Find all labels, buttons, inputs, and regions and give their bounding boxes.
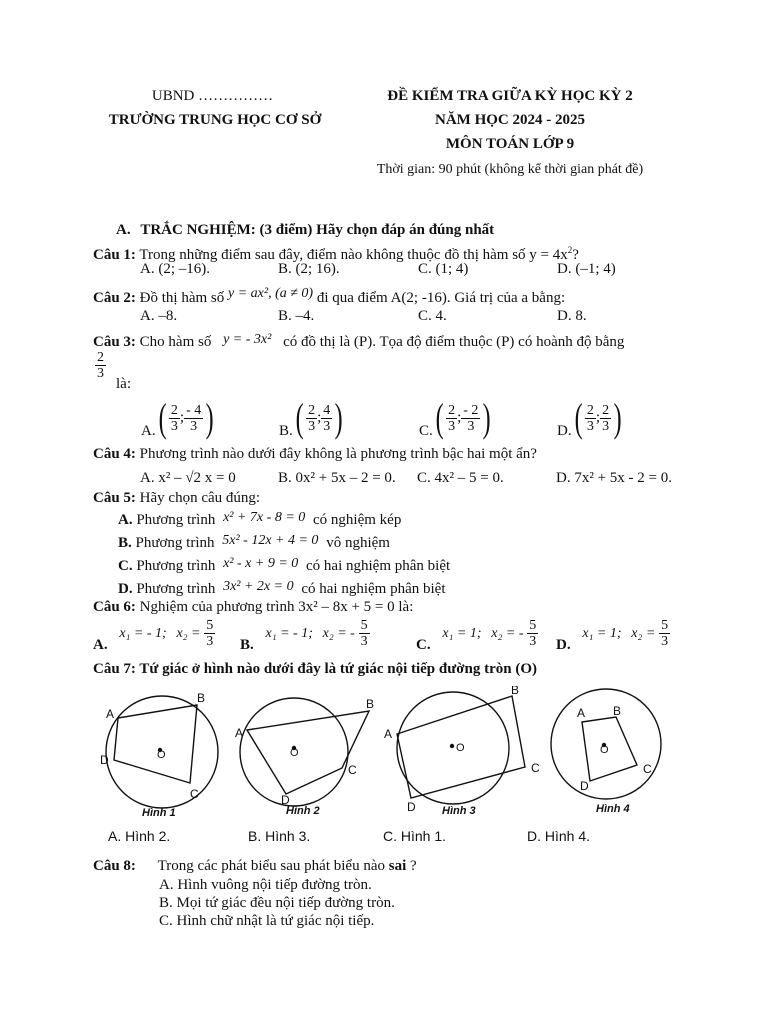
q5-label: Câu 5:	[93, 490, 136, 506]
q1-label: Câu 1:	[93, 247, 136, 263]
q5-option-d[interactable]: D. Phương trình 3x² + 2x = 0 có hai nghiệm phân biệt	[118, 579, 446, 597]
section-label: A.	[116, 222, 131, 238]
q2-option-b[interactable]: B. –4.	[278, 308, 315, 324]
exam-title: ĐỀ KIỂM TRA GIỮA KỲ HỌC KỲ 2	[387, 88, 633, 104]
fig2-label-a: A	[235, 726, 244, 740]
question-8	[93, 857, 417, 875]
fig1-label-d: D	[100, 753, 109, 767]
section-text: TRẮC NGHIỆM: (3 điểm) Hãy chọn đáp án đúng nhất	[140, 222, 495, 238]
fig3-label-c: C	[531, 761, 540, 775]
q7-option-c[interactable]: C. Hình 1.	[383, 828, 447, 844]
q4-option-d[interactable]: D. 7x² + 5x - 2 = 0.	[556, 470, 672, 486]
exam-duration: Thời gian: 90 phút (không kể thời gian phát đề)	[376, 162, 644, 177]
q4-text: Phương trình nào dưới đây không là phương trình bậc hai một ẩn?	[139, 446, 537, 462]
fig2-label-o: O	[290, 747, 299, 759]
q5-text: Hãy chọn câu đúng:	[139, 490, 261, 506]
fig4-label-o: O	[600, 744, 609, 756]
q6-option-a[interactable]: A. x₁ = - 1; x₂ = $\frac{5}{3}$	[93, 618, 214, 653]
q3-formula: y = - 3x²	[223, 332, 272, 347]
q8-bold: sai	[388, 858, 407, 874]
q3-text1: Cho hàm số	[139, 334, 212, 350]
q7-figures	[0, 686, 768, 846]
fig1-label-b: B	[197, 691, 206, 705]
school-ubnd: UBND ……………	[151, 88, 274, 104]
school-name: TRƯỜNG TRUNG HỌC CƠ SỞ	[108, 112, 322, 128]
q1-end: ?	[572, 247, 579, 263]
q7-option-a[interactable]: A. Hình 2.	[108, 828, 171, 844]
q1-option-d[interactable]: D. (–1; 4)	[557, 261, 616, 277]
question-2	[93, 286, 566, 308]
q2-option-c[interactable]: C. 4.	[418, 308, 447, 324]
q3-abscissa	[95, 350, 106, 381]
fig2-label-d: D	[281, 793, 290, 807]
q2-option-d[interactable]: D. 8.	[557, 308, 587, 324]
q4-label: Câu 4:	[93, 446, 136, 462]
section-title	[116, 222, 494, 239]
q1-sup: 2	[567, 245, 573, 255]
q4-option-a[interactable]: A. x² – √2 x = 0	[140, 470, 236, 486]
q1-option-b[interactable]: B. (2; 16).	[278, 261, 340, 277]
question-7	[93, 660, 537, 678]
fig1-label-c: C	[190, 787, 199, 801]
q8-option-c[interactable]: C. Hình chữ nhật là tứ giác nội tiếp.	[159, 913, 375, 929]
fig4-caption: Hình 4	[596, 803, 630, 815]
subject: MÔN TOÁN LỚP 9	[445, 136, 575, 152]
fig1-quad	[114, 705, 197, 783]
q6-label: Câu 6:	[93, 599, 136, 615]
fig2-quad	[247, 711, 369, 794]
fig4-label-a: A	[577, 706, 586, 720]
q2-formula: y = ax², (a ≠ 0)	[228, 286, 314, 301]
fig3-label-b: B	[511, 686, 520, 697]
q8-end: ?	[410, 858, 417, 874]
fig2-caption: Hình 2	[286, 805, 320, 817]
fig4-label-b: B	[613, 704, 622, 718]
fig4-label-c: C	[643, 762, 652, 776]
q7-text: Tứ giác ở hình nào dưới đây là tứ giác nội tiếp đường tròn (O)	[139, 661, 538, 677]
fig4-quad	[582, 717, 637, 781]
q2-text2: đi qua điểm A(2; -16). Giá trị của a bằng:	[316, 290, 566, 306]
q4-option-b[interactable]: B. 0x² + 5x – 2 = 0.	[278, 470, 396, 486]
q6-option-d[interactable]: D. x₁ = 1; x₂ = $\frac{5}{3}$	[556, 618, 669, 653]
q3-option-c[interactable]: C.( $\frac{2}{3}$ ; $\frac{- 2}{3}$ )	[419, 395, 492, 440]
q8-option-a[interactable]: A. Hình vuông nội tiếp đường tròn.	[159, 877, 372, 893]
q8-label: Câu 8:	[93, 858, 136, 874]
q3-text2: có đồ thị là (P). Tọa độ điểm thuộc (P) có hoành độ bằng	[283, 334, 625, 350]
school-year: NĂM HỌC 2024 - 2025	[435, 112, 585, 128]
q4-option-c[interactable]: C. 4x² – 5 = 0.	[417, 470, 504, 486]
q2-text1: Đồ thị hàm số	[139, 290, 225, 306]
q3-option-d[interactable]: D.( $\frac{2}{3}$ ; $\frac{2}{3}$ )	[557, 395, 622, 440]
q5-option-b[interactable]: B. Phương trình 5x² - 12x + 4 = 0 vô nghiệm	[118, 533, 390, 551]
q2-label: Câu 2:	[93, 290, 136, 306]
q3-abscissa-fraction: $\frac{2}{3}$	[97, 350, 104, 381]
question-6	[93, 598, 413, 616]
question-3	[93, 333, 624, 352]
fig2-label-c: C	[348, 763, 357, 777]
q7-option-d[interactable]: D. Hình 4.	[527, 828, 591, 844]
fig4-label-d: D	[580, 779, 589, 793]
fig3-label-a: A	[384, 727, 393, 741]
q1-text: Trong những điểm sau đây, điểm nào không thuộc đồ thị hàm số y = 4x	[139, 247, 568, 263]
q5-option-c[interactable]: C. Phương trình x² - x + 9 = 0 có hai nghiệm phân biệt	[118, 556, 451, 574]
q5-option-a[interactable]: A. Phương trình x² + 7x - 8 = 0 có nghiệm kép	[118, 510, 402, 528]
q6-text: Nghiệm của phương trình 3x² – 8x + 5 = 0 là:	[139, 599, 414, 615]
q3-option-a[interactable]: A.( $\frac{2}{3}$ ; $\frac{- 4}{3}$ )	[141, 395, 214, 440]
q6-option-b[interactable]: B. x₁ = - 1; x₂ = - $\frac{5}{3}$	[240, 618, 368, 653]
q3-option-b[interactable]: B.( $\frac{2}{3}$ ; $\frac{4}{3}$ )	[279, 395, 343, 440]
q8-option-b[interactable]: B. Mọi tứ giác đều nội tiếp đường tròn.	[159, 895, 395, 911]
q7-option-b[interactable]: B. Hình 3.	[248, 828, 311, 844]
fig1-label-a: A	[106, 707, 115, 721]
q1-option-c[interactable]: C. (1; 4)	[418, 261, 469, 277]
question-4	[93, 445, 537, 463]
q3-text3: là:	[116, 376, 131, 392]
q1-option-a[interactable]: A. (2; –16).	[140, 261, 210, 277]
fig1-label-o: O	[157, 749, 166, 761]
q3-label: Câu 3:	[93, 334, 136, 350]
fig3-center	[450, 744, 454, 748]
question-5	[93, 489, 260, 507]
fig3-label-o: O	[456, 742, 465, 754]
fig3-caption: Hình 3	[442, 805, 476, 817]
fig3-label-d: D	[407, 800, 416, 814]
fig2-label-b: B	[366, 697, 375, 711]
q6-option-c[interactable]: C. x₁ = 1; x₂ = - $\frac{5}{3}$	[416, 618, 537, 653]
q2-option-a[interactable]: A. –8.	[140, 308, 178, 324]
q8-text: Trong các phát biểu sau phát biểu nào	[157, 858, 385, 874]
q7-label: Câu 7:	[93, 661, 136, 677]
fig1-caption: Hình 1	[142, 807, 176, 819]
